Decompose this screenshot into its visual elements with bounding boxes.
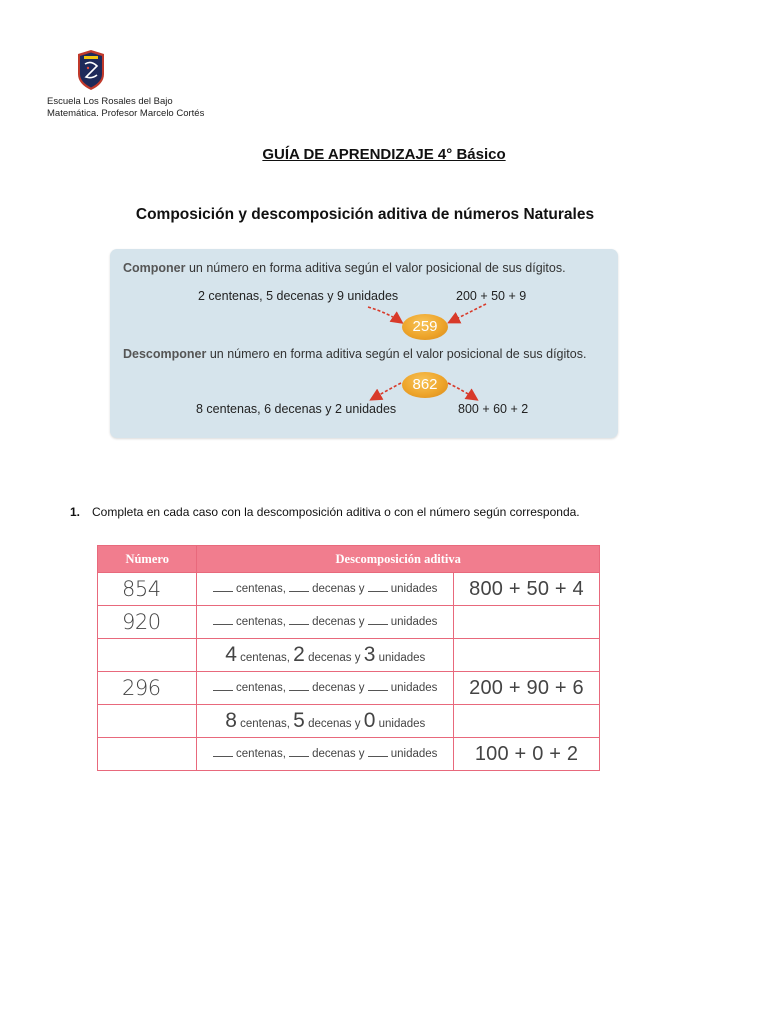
teacher-line: Matemática. Profesor Marcelo Cortés [47,108,205,119]
decomposition-words-cell[interactable] [197,738,454,771]
table-row [98,573,600,606]
label-centenas: centenas, [240,718,290,730]
digit-centenas: 4 [225,643,237,666]
blank-decenas[interactable] [289,624,309,625]
decompose-term: Descomponer [123,347,207,361]
label-unidades: unidades [390,748,438,760]
decompose-number-oval: 862 [402,372,448,398]
blank-decenas[interactable] [289,591,309,592]
decomposition-words-cell [197,639,454,672]
decomposition-words-cell[interactable] [197,606,454,639]
blank-centenas[interactable] [213,756,233,757]
label-decenas: decenas y [312,583,365,595]
label-centenas: centenas, [236,616,286,628]
label-unidades: unidades [378,652,426,664]
number-cell[interactable] [98,705,197,738]
table-row [98,738,600,771]
digit-unidades: 3 [363,643,376,666]
question-number: 1. [70,505,81,519]
table-row [98,639,600,672]
label-centenas: centenas, [236,682,286,694]
school-header [47,96,204,120]
digit-unidades: 0 [363,709,376,732]
blank-centenas[interactable] [213,591,233,592]
blank-centenas[interactable] [213,624,233,625]
additive-sum-cell[interactable] [454,639,600,672]
table-row [98,705,600,738]
number-cell[interactable]: 296 [98,672,197,705]
label-unidades: unidades [390,682,438,694]
exercise-table [97,545,600,771]
additive-sum-cell: 100 + 0 + 2 [454,738,600,771]
table-row [98,672,600,705]
school-crest-logo [76,50,106,90]
compose-words: 2 centenas, 5 decenas y 9 unidades [198,289,399,303]
blank-unidades[interactable] [368,756,388,757]
page-title: GUÍA DE APRENDIZAJE 4° Básico [262,146,506,163]
decomposition-words-cell [197,705,454,738]
label-centenas: centenas, [240,652,290,664]
label-decenas: decenas y [312,748,365,760]
digit-decenas: 2 [293,643,305,666]
number-cell[interactable]: 854 [98,573,197,606]
label-centenas: centenas, [236,583,286,595]
concept-box [110,249,618,438]
label-decenas: decenas y [308,652,361,664]
number-cell[interactable]: 920 [98,606,197,639]
blank-unidades[interactable] [368,591,388,592]
school-name: Escuela Los Rosales del Bajo [47,96,173,107]
blank-centenas[interactable] [213,690,233,691]
compose-definition-text: un número en forma aditiva según el valor posicional de sus dígitos. [185,261,566,275]
additive-sum-cell[interactable] [454,606,600,639]
decompose-sum: 800 + 60 + 2 [458,402,529,416]
digit-centenas: 8 [225,709,237,732]
decompose-definition-text: un número en forma aditiva según el valor posicional de sus dígitos. [206,347,587,361]
decompose-words: 8 centenas, 6 decenas y 2 unidades [196,402,397,416]
number-cell[interactable] [98,639,197,672]
column-header-decomposition: Descomposición aditiva [197,546,600,573]
label-decenas: decenas y [308,718,361,730]
compose-number-oval: 259 [402,314,448,340]
page-subtitle: Composición y descomposición aditiva de números Naturales [135,206,595,223]
blank-unidades[interactable] [368,690,388,691]
additive-sum-cell: 200 + 90 + 6 [454,672,600,705]
blank-unidades[interactable] [368,624,388,625]
decomposition-words-cell[interactable] [197,672,454,705]
additive-sum-cell: 800 + 50 + 4 [454,573,600,606]
question-1 [70,505,580,519]
label-unidades: unidades [390,616,438,628]
blank-decenas[interactable] [289,756,309,757]
number-cell[interactable] [98,738,197,771]
compose-term: Componer [123,261,186,275]
label-unidades: unidades [378,718,426,730]
decompose-definition [123,347,586,361]
label-decenas: decenas y [312,616,365,628]
label-decenas: decenas y [312,682,365,694]
column-header-number: Número [98,546,197,573]
decomposition-words-cell[interactable] [197,573,454,606]
label-centenas: centenas, [236,748,286,760]
table-row [98,606,600,639]
question-text: Completa en cada caso con la descomposición aditiva o con el número según corresponda. [92,505,580,519]
label-unidades: unidades [390,583,438,595]
compose-sum: 200 + 50 + 9 [456,289,527,303]
digit-decenas: 5 [293,709,305,732]
additive-sum-cell[interactable] [454,705,600,738]
blank-decenas[interactable] [289,690,309,691]
table-header-row [98,546,600,573]
compose-definition [123,261,566,275]
